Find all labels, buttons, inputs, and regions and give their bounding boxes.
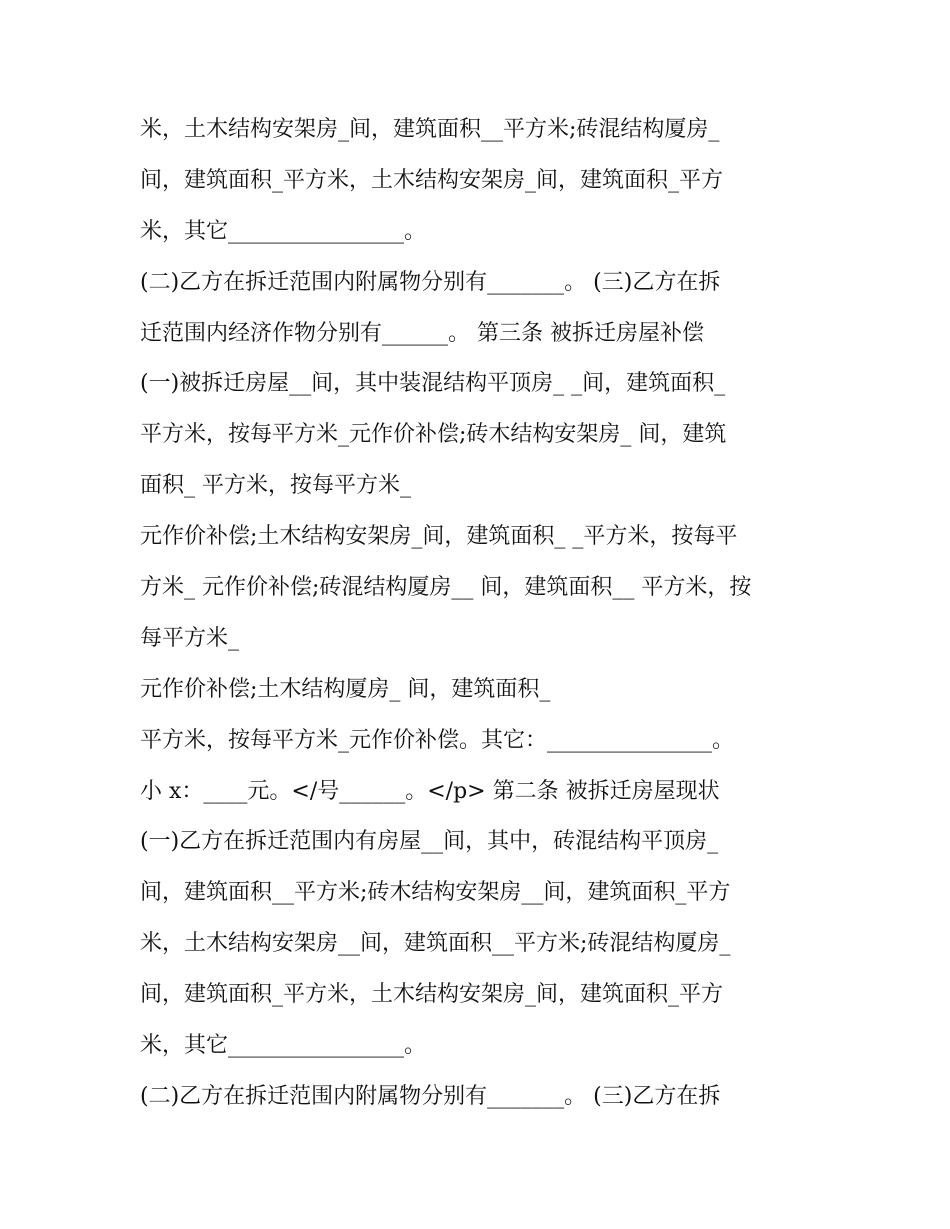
text-line: 米，土木结构安架房__间，建筑面积__平方米;砖混结构厦房_ bbox=[140, 931, 731, 957]
text-line: 平方米，按每平方米_元作价补偿;砖木结构安架房_ 间，建筑 bbox=[140, 422, 727, 448]
text-line: 面积_ 平方米，按每平方米_ bbox=[140, 473, 411, 499]
text-line: 米，其它________________。 bbox=[140, 1033, 427, 1059]
text-line: 平方米，按每平方米_元作价补偿。其它：_______________。 bbox=[140, 727, 735, 753]
text-line: 元作价补偿;土木结构安架房_间，建筑面积_ _平方米，按每平 bbox=[140, 524, 738, 550]
text-line: 米，土木结构安架房_间，建筑面积__平方米;砖混结构厦房_ bbox=[140, 117, 720, 142]
text-line: (一)被拆迁房屋__间，其中装混结构平顶房_ _间，建筑面积_ bbox=[140, 371, 726, 397]
text-line: 小 x：____元。</号______。</p> 第二条 被拆迁房屋现状 bbox=[140, 778, 720, 804]
text-line: 迁范围内经济作物分别有______。 第三条 被拆迁房屋补偿 bbox=[140, 320, 704, 346]
text-line: 方米_ 元作价补偿;砖混结构厦房__ 间，建筑面积__ 平方米，按 bbox=[140, 575, 752, 601]
text-line: (二)乙方在拆迁范围内附属物分别有_______。 (三)乙方在拆 bbox=[140, 269, 721, 295]
document-body bbox=[140, 105, 820, 1123]
text-line: (二)乙方在拆迁范围内附属物分别有_______。 (三)乙方在拆 bbox=[140, 1083, 721, 1109]
text-line: 间，建筑面积__平方米;砖木结构安架房__间，建筑面积_平方 bbox=[140, 880, 731, 906]
text-line: 米，其它________________。 bbox=[140, 218, 427, 244]
text-line: (一)乙方在拆迁范围内有房屋__间，其中，砖混结构平顶房_ bbox=[140, 829, 719, 855]
text-line: 间，建筑面积_平方米，土木结构安架房_间，建筑面积_平方 bbox=[140, 167, 724, 193]
text-line: 每平方米_ bbox=[140, 625, 240, 651]
text-line: 间，建筑面积_平方米，土木结构安架房_间，建筑面积_平方 bbox=[140, 982, 724, 1008]
text-line: 元作价补偿;土木结构厦房_ 间，建筑面积_ bbox=[140, 676, 551, 702]
